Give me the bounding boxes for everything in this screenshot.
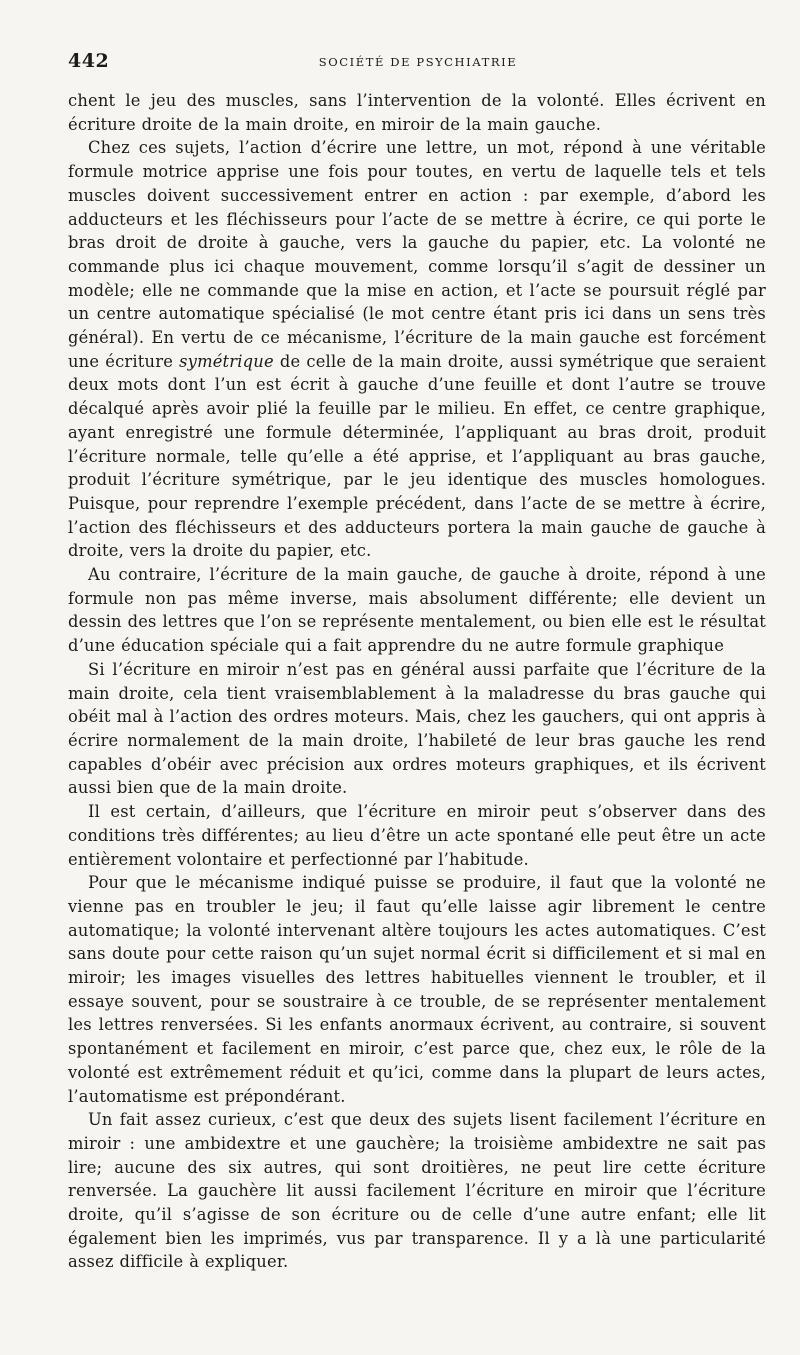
body-text (68, 89, 766, 1274)
page-header (68, 50, 768, 76)
paragraph-5: Il est certain, d’ailleurs, que l’écriture en miroir peut s’observer dans des conditions très différentes; au lieu d’être un acte spontané elle peut être un acte entièrement volontaire et perfectionné par l’habitude. (68, 802, 766, 869)
paragraph-2 (68, 136, 766, 563)
paragraph-2-part-1: Chez ces sujets, l’action d’écrire une lettre, un mot, répond à une véritable formule motrice apprise une fois pour toutes, en vertu de laquelle tels et tels muscles doivent successivement entrer en action : par exemple, d’abord les adducteurs et les fléchisseurs pour l’acte de se mettre à écrire, ce qui porte le bras droit de droite à gauche, vers la gauche du papier, etc. La volonté ne commande plus ici chaque mouvement, comme lorsqu’il s’agit de dessiner un modèle; elle ne commande que la mise en action, et l’acte se poursuit réglé par un centre automatique spécialisé (le mot centre étant pris ici dans un sens très général). En vertu de ce mécanisme, l’écriture de la main gauche est forcément une écriture (68, 138, 766, 371)
running-title: SOCIÉTÉ DE PSYCHIATRIE (318, 55, 518, 69)
paragraph-6: Pour que le mécanisme indiqué puisse se produire, il faut que la volonté ne vienne pas en troubler le jeu; il faut qu’elle laisse agir librement le centre automatique; la volonté intervenant altère toujours les actes automatiques. C’est sans doute pour cette raison qu’un sujet normal écrit si difficilement et si mal en miroir; les images visuelles des lettres habituelles viennent le troubler, et il essaye souvent, pour se soustraire à ce trouble, de se représenter mentalement les lettres renversées. Si les enfants anormaux écrivent, au contraire, si souvent spontanément et facilement en miroir, c’est parce que, chez eux, le rôle de la volonté est extrêmement réduit et qu’ici, comme dans la plupart de leurs actes, l’automatisme est prépondérant. (68, 873, 766, 1106)
page-number: 442 (68, 50, 110, 72)
paragraph-7: Un fait assez curieux, c’est que deux des sujets lisent facilement l’écriture en miroir : une ambidextre et une gauchère; la troisième ambidextre ne sait pas lire; aucune des six autres, qui sont droitières, ne peut lire cette écriture renversée. La gauchère lit aussi facilement l’écriture en miroir que l’écriture droite, qu’il s’agisse de son écriture ou de celle d’une autre enfant; elle lit également bien les imprimés, vus par transparence. Il y a là une particularité assez difficile à expliquer. (68, 1110, 766, 1272)
paragraph-4: Si l’écriture en miroir n’est pas en général aussi parfaite que l’écriture de la main droite, cela tient vraisemblablement à la maladresse du bras gauche qui obéit mal à l’action des ordres moteurs. Mais, chez les gauchers, qui ont appris à écrire normalement de la main droite, l’habileté de leur bras gauche les rend capables d’obéir avec précision aux ordres moteurs graphiques, et ils écrivent aussi bien que de la main droite. (68, 659, 766, 798)
paragraph-1: chent le jeu des muscles, sans l’intervention de la volonté. Elles écrivent en écriture droite de la main droite, en miroir de la main gauche. (68, 91, 766, 134)
paragraph-2-part-2: de celle de la main droite, aussi symétrique que seraient deux mots dont l’un est écrit à gauche d’une feuille et dont l’autre se trouve décalqué après avoir plié la feuille par le milieu. En effet, ce centre graphique, ayant enregistré une formule déterminée, l’appliquant au bras droit, produit l’écriture normale, telle qu’elle a été apprise, et l’appliquant au bras gauche, produit l’écriture symétrique, par le jeu identique des muscles homologues. Puisque, pour reprendre l’exemple précédent, dans l’acte de se mettre à écrire, l’action des fléchisseurs et des adducteurs portera la main gauche de gauche à droite, vers la droite du papier, etc. (68, 351, 766, 561)
italic-term: symétrique (179, 351, 274, 371)
paragraph-3: Au contraire, l’écriture de la main gauche, de gauche à droite, répond à une formule non pas même inverse, mais absolument différente; elle devient un dessin des lettres que l’on se représente mentalement, ou bien elle est le résultat d’une éducation spéciale qui a fait apprendre du ne autre formule graphique (68, 565, 766, 656)
